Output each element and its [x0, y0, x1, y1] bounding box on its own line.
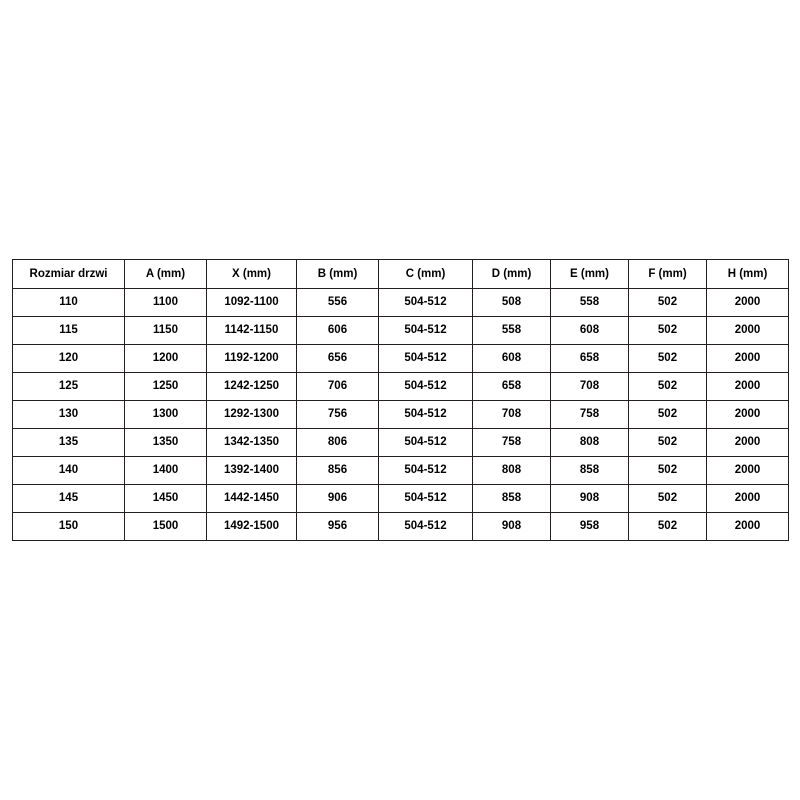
cell-c: 504-512	[379, 485, 473, 513]
table-row	[13, 401, 789, 429]
cell-b: 856	[297, 457, 379, 485]
cell-x: 1142-1150	[207, 317, 297, 345]
cell-h: 2000	[707, 317, 789, 345]
cell-d: 508	[473, 289, 551, 317]
cell-door-size: 130	[13, 401, 125, 429]
cell-h: 2000	[707, 485, 789, 513]
cell-a: 1500	[125, 513, 207, 541]
table-row	[13, 373, 789, 401]
table-row	[13, 429, 789, 457]
cell-a: 1300	[125, 401, 207, 429]
column-header-x: X (mm)	[207, 260, 297, 289]
cell-d: 608	[473, 345, 551, 373]
cell-f: 502	[629, 373, 707, 401]
cell-c: 504-512	[379, 457, 473, 485]
door-size-table-container	[12, 259, 788, 541]
cell-door-size: 150	[13, 513, 125, 541]
cell-c: 504-512	[379, 429, 473, 457]
column-header-f: F (mm)	[629, 260, 707, 289]
cell-d: 558	[473, 317, 551, 345]
table-row	[13, 289, 789, 317]
column-header-a: A (mm)	[125, 260, 207, 289]
table-header-row	[13, 260, 789, 289]
cell-h: 2000	[707, 429, 789, 457]
cell-e: 808	[551, 429, 629, 457]
cell-d: 858	[473, 485, 551, 513]
cell-f: 502	[629, 289, 707, 317]
cell-e: 608	[551, 317, 629, 345]
cell-d: 758	[473, 429, 551, 457]
cell-door-size: 140	[13, 457, 125, 485]
cell-x: 1092-1100	[207, 289, 297, 317]
cell-c: 504-512	[379, 317, 473, 345]
cell-door-size: 110	[13, 289, 125, 317]
cell-d: 658	[473, 373, 551, 401]
door-size-specification-table	[12, 259, 789, 541]
column-header-h: H (mm)	[707, 260, 789, 289]
cell-a: 1150	[125, 317, 207, 345]
cell-c: 504-512	[379, 373, 473, 401]
cell-f: 502	[629, 317, 707, 345]
cell-x: 1342-1350	[207, 429, 297, 457]
table-row	[13, 317, 789, 345]
cell-h: 2000	[707, 457, 789, 485]
cell-a: 1200	[125, 345, 207, 373]
cell-b: 606	[297, 317, 379, 345]
cell-e: 908	[551, 485, 629, 513]
cell-f: 502	[629, 345, 707, 373]
cell-e: 708	[551, 373, 629, 401]
cell-door-size: 135	[13, 429, 125, 457]
table-row	[13, 485, 789, 513]
column-header-e: E (mm)	[551, 260, 629, 289]
cell-c: 504-512	[379, 345, 473, 373]
cell-e: 658	[551, 345, 629, 373]
cell-b: 706	[297, 373, 379, 401]
cell-h: 2000	[707, 345, 789, 373]
cell-x: 1492-1500	[207, 513, 297, 541]
cell-a: 1400	[125, 457, 207, 485]
cell-e: 858	[551, 457, 629, 485]
cell-a: 1250	[125, 373, 207, 401]
cell-door-size: 115	[13, 317, 125, 345]
cell-h: 2000	[707, 289, 789, 317]
cell-d: 808	[473, 457, 551, 485]
cell-a: 1450	[125, 485, 207, 513]
cell-x: 1392-1400	[207, 457, 297, 485]
cell-f: 502	[629, 429, 707, 457]
cell-x: 1292-1300	[207, 401, 297, 429]
table-row	[13, 513, 789, 541]
table-header	[13, 260, 789, 289]
cell-door-size: 120	[13, 345, 125, 373]
cell-a: 1350	[125, 429, 207, 457]
cell-x: 1242-1250	[207, 373, 297, 401]
table-body	[13, 289, 789, 541]
cell-f: 502	[629, 485, 707, 513]
cell-b: 806	[297, 429, 379, 457]
cell-e: 958	[551, 513, 629, 541]
cell-x: 1192-1200	[207, 345, 297, 373]
column-header-d: D (mm)	[473, 260, 551, 289]
cell-b: 906	[297, 485, 379, 513]
cell-b: 556	[297, 289, 379, 317]
table-row	[13, 345, 789, 373]
cell-b: 756	[297, 401, 379, 429]
cell-door-size: 145	[13, 485, 125, 513]
cell-f: 502	[629, 401, 707, 429]
cell-c: 504-512	[379, 289, 473, 317]
cell-a: 1100	[125, 289, 207, 317]
cell-c: 504-512	[379, 513, 473, 541]
column-header-c: C (mm)	[379, 260, 473, 289]
cell-f: 502	[629, 513, 707, 541]
cell-door-size: 125	[13, 373, 125, 401]
cell-b: 956	[297, 513, 379, 541]
cell-h: 2000	[707, 401, 789, 429]
cell-h: 2000	[707, 513, 789, 541]
table-row	[13, 457, 789, 485]
cell-d: 908	[473, 513, 551, 541]
cell-h: 2000	[707, 373, 789, 401]
cell-e: 758	[551, 401, 629, 429]
cell-c: 504-512	[379, 401, 473, 429]
cell-x: 1442-1450	[207, 485, 297, 513]
cell-e: 558	[551, 289, 629, 317]
column-header-door-size: Rozmiar drzwi	[13, 260, 125, 289]
cell-f: 502	[629, 457, 707, 485]
column-header-b: B (mm)	[297, 260, 379, 289]
cell-d: 708	[473, 401, 551, 429]
cell-b: 656	[297, 345, 379, 373]
